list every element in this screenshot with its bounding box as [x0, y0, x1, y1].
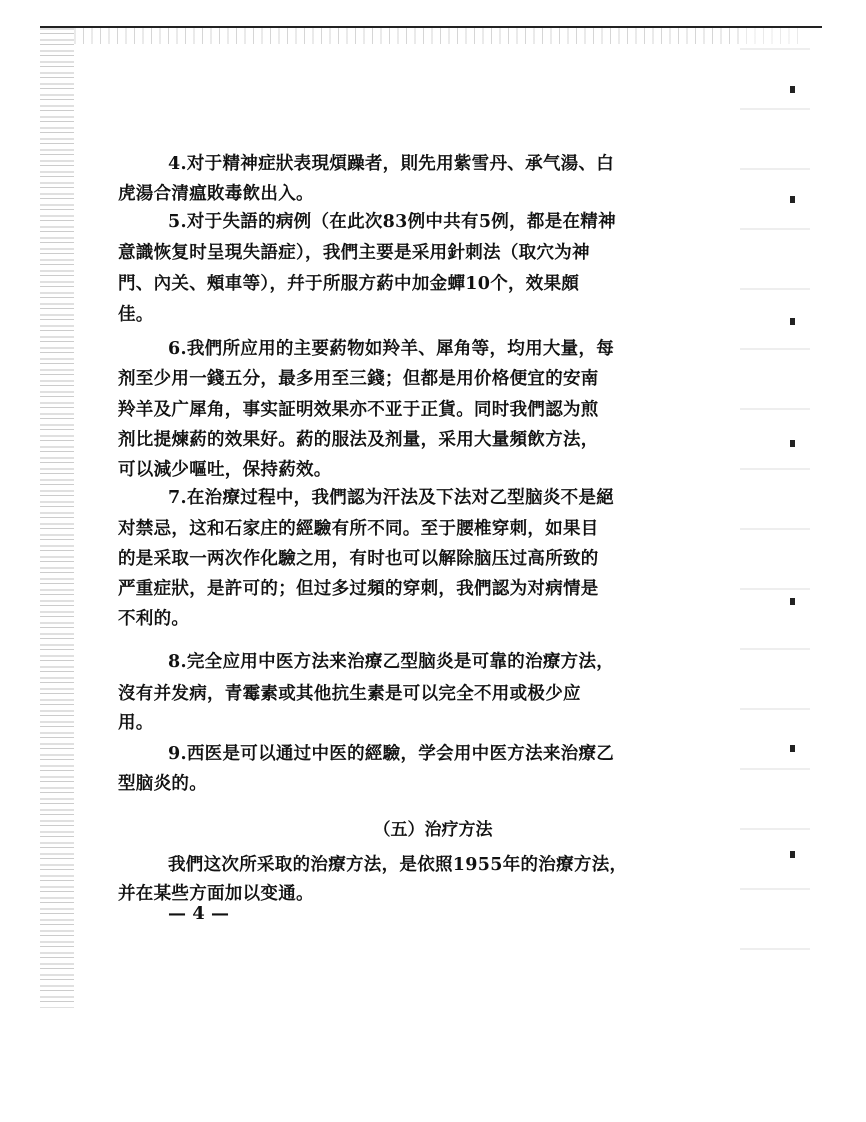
- text-line: 对禁忌，这和石家庄的經驗有所不同。至于腰椎穿刺，如果目: [118, 519, 599, 539]
- scan-noise-right: [740, 28, 810, 1008]
- text-line: 7.在治療过程中，我們認为汗法及下法对乙型脑炎不是絕: [168, 488, 615, 508]
- page-number: — 4 —: [168, 903, 230, 924]
- text-line: 不利的。: [118, 609, 190, 629]
- text-line: 并在某些方面加以变通。: [118, 884, 314, 904]
- text-line: 6.我們所应用的主要葯物如羚羊、犀角等，均用大量，每: [168, 339, 615, 359]
- scan-mark: [790, 86, 795, 93]
- scan-mark: [790, 598, 795, 605]
- text-line: 5.对于失語的病例（在此次83例中共有5例，都是在精神: [168, 212, 616, 232]
- text-line: 我們这次所采取的治療方法，是依照1955年的治療方法，: [168, 855, 628, 875]
- scan-mark: [790, 196, 795, 203]
- text-line: 剂比提煉葯的效果好。葯的服法及剂量，采用大量頻飲方法，: [118, 430, 599, 450]
- scan-noise-top: [74, 28, 804, 44]
- scan-mark: [790, 318, 795, 325]
- text-line: 可以減少嘔吐，保持葯效。: [118, 460, 332, 480]
- text-line: 严重症狀，是許可的；但过多过頻的穿刺，我們認为对病情是: [118, 579, 599, 599]
- text-line: 4.对于精神症狀表現煩躁者，則先用紫雪丹、承气湯、白: [168, 154, 615, 174]
- scan-mark: [790, 745, 795, 752]
- scan-mark: [790, 440, 795, 447]
- text-line: 9.西医是可以通过中医的經驗，学会用中医方法来治療乙: [168, 744, 615, 764]
- text-line: 的是采取一两次作化驗之用，有时也可以解除脑压过高所致的: [118, 549, 599, 569]
- text-line: 沒有并发病，青霉素或其他抗生素是可以完全不用或极少应: [118, 684, 581, 704]
- section-heading: （五）治疗方法: [373, 820, 493, 840]
- text-line: 8.完全应用中医方法来治療乙型脑炎是可靠的治療方法，: [168, 652, 615, 672]
- text-line: 用。: [118, 713, 154, 733]
- scan-mark: [790, 851, 795, 858]
- text-line: 型脑炎的。: [118, 774, 207, 794]
- text-line: 門、內关、頰車等），幷于所服方葯中加金蟬10个，效果頗: [118, 274, 580, 294]
- text-line: 羚羊及广犀角，事实証明效果亦不亚于正貨。同时我們認为煎: [118, 400, 599, 420]
- text-line: 剂至少用一錢五分，最多用至三錢；但都是用价格便宜的安南: [118, 369, 599, 389]
- text-line: 虎湯合清瘟敗毒飲出入。: [118, 184, 314, 204]
- text-line: 意識恢复时呈現失語症），我們主要是采用針刺法（取穴为神: [118, 243, 590, 263]
- scan-noise-left: [40, 28, 74, 1008]
- text-line: 佳。: [118, 305, 154, 325]
